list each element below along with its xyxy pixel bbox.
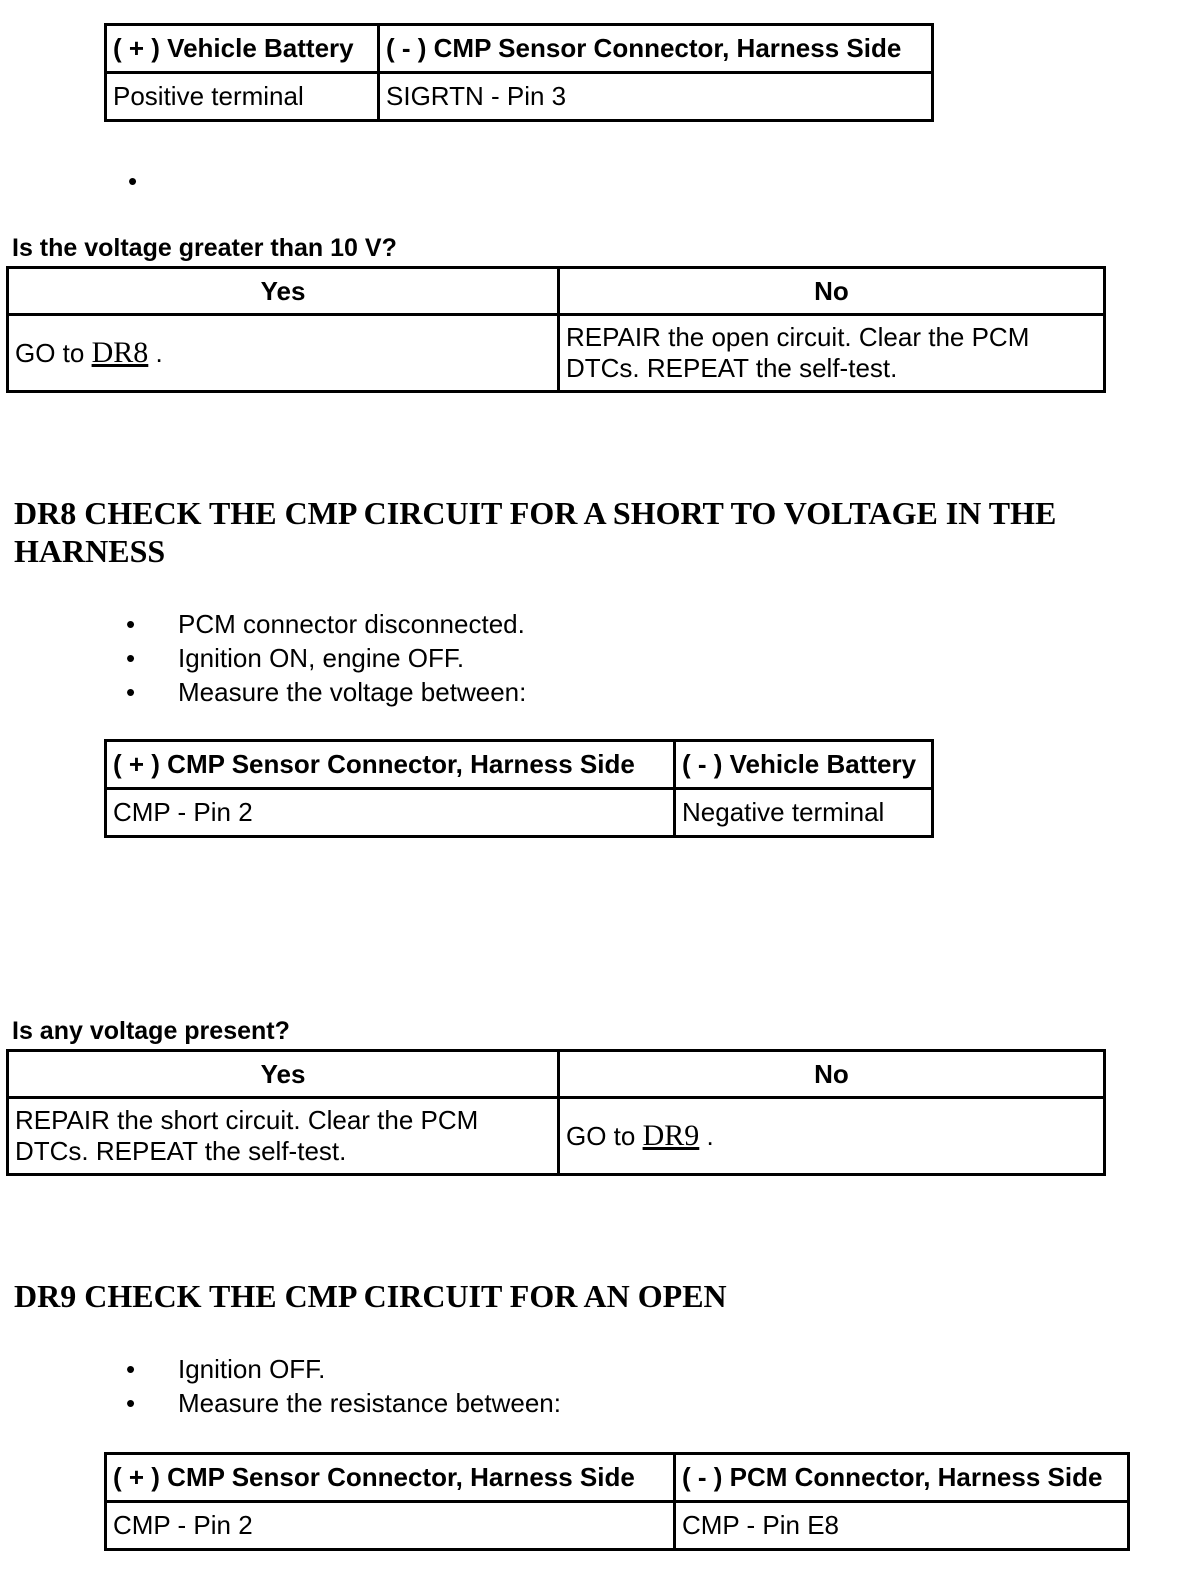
table-header: ( + ) CMP Sensor Connector, Harness Side	[106, 741, 675, 789]
table-cmp-pin2-pcm	[104, 1452, 1130, 1551]
dr8-steps	[126, 607, 526, 709]
empty-bullet: •	[128, 166, 138, 196]
table-header: ( + ) CMP Sensor Connector, Harness Side	[106, 1454, 675, 1502]
yes-cell	[8, 315, 559, 392]
list-item: • PCM connector disconnected.	[126, 607, 526, 641]
section-title-dr8: DR8 CHECK THE CMP CIRCUIT FOR A SHORT TO VOLTAGE IN THE HARNESS	[14, 495, 1057, 569]
yes-no-table-1	[6, 266, 1106, 393]
section-title-dr9: DR9 CHECK THE CMP CIRCUIT FOR AN OPEN	[14, 1278, 727, 1314]
link-suffix: .	[706, 1121, 714, 1151]
link-dr8[interactable]: DR8	[91, 336, 149, 369]
list-item: • Ignition ON, engine OFF.	[126, 641, 526, 675]
question-voltage-greater: Is the voltage greater than 10 V?	[12, 234, 397, 262]
table-vehicle-battery-sigrtn	[104, 23, 934, 122]
yes-header: Yes	[8, 1051, 559, 1098]
table-cmp-pin2-battery	[104, 739, 934, 838]
table-header: ( - ) CMP Sensor Connector, Harness Side	[379, 25, 933, 73]
table-header: ( + ) Vehicle Battery	[106, 25, 379, 73]
table-cell: SIGRTN - Pin 3	[379, 73, 933, 121]
yes-cell-text: GO to	[15, 338, 85, 368]
list-item: • Measure the voltage between:	[126, 675, 526, 709]
no-header: No	[559, 268, 1105, 315]
yes-header: Yes	[8, 268, 559, 315]
link-dr9[interactable]: DR9	[642, 1119, 700, 1152]
table-cell: CMP - Pin E8	[675, 1502, 1129, 1550]
dr9-steps	[126, 1352, 561, 1420]
no-cell: REPAIR the open circuit. Clear the PCM DTCs. REPEAT the self-test.	[559, 315, 1105, 392]
list-item: • Measure the resistance between:	[126, 1386, 561, 1420]
table-cell: CMP - Pin 2	[106, 1502, 675, 1550]
table-header: ( - ) Vehicle Battery	[675, 741, 933, 789]
table-cell: Positive terminal	[106, 73, 379, 121]
list-item: • Ignition OFF.	[126, 1352, 561, 1386]
table-header: ( - ) PCM Connector, Harness Side	[675, 1454, 1129, 1502]
no-cell-text: GO to	[566, 1121, 636, 1151]
table-cell: CMP - Pin 2	[106, 789, 675, 837]
question-any-voltage: Is any voltage present?	[12, 1017, 290, 1045]
yes-no-table-2	[6, 1049, 1106, 1176]
link-suffix: .	[155, 338, 163, 368]
table-cell: Negative terminal	[675, 789, 933, 837]
no-header: No	[559, 1051, 1105, 1098]
yes-cell: REPAIR the short circuit. Clear the PCM DTCs. REPEAT the self-test.	[8, 1098, 559, 1175]
no-cell	[559, 1098, 1105, 1175]
